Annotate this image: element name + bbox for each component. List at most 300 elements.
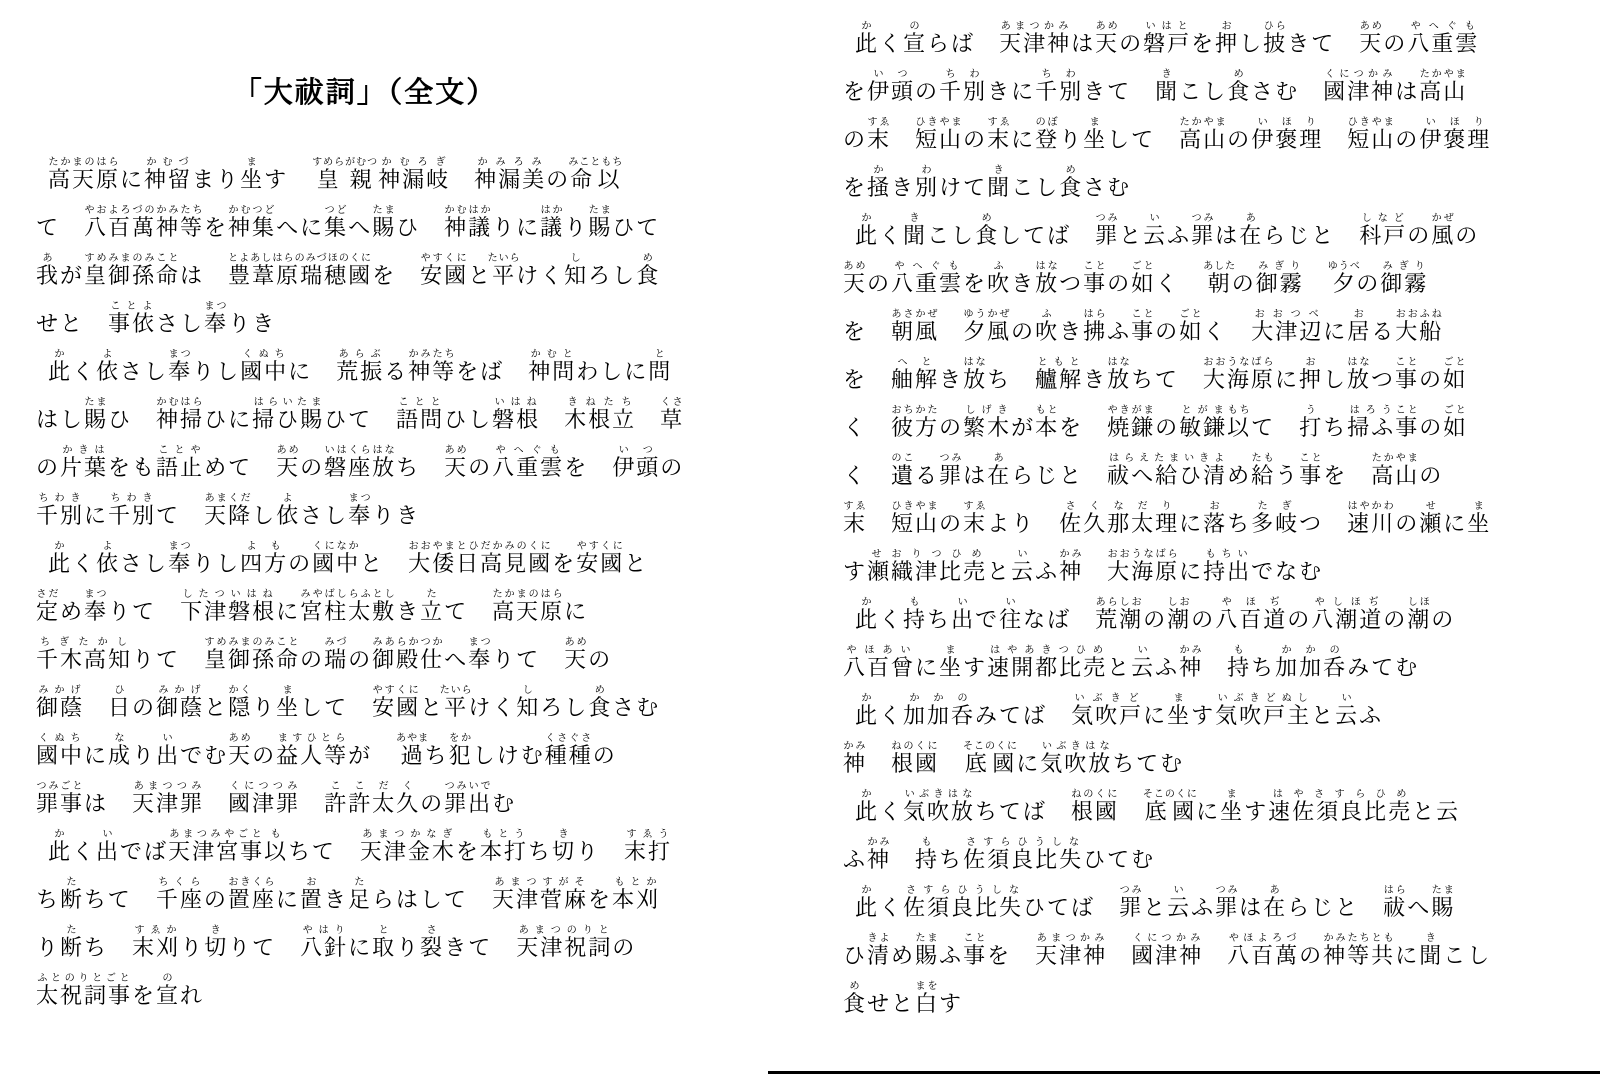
ruby-word: 夕風ゆうかぜ (963, 309, 1012, 344)
ruby-word: 語止ことや (156, 445, 205, 480)
ruby-word: 在あ (987, 453, 1012, 488)
text-line: 千木高知ちぎたかしりて 皇御孫命すめみまのみことの瑞みづの御殿仕みあらかつかへ奉まつりて 天あめの (36, 637, 613, 672)
ruby-word: 賜たま (1431, 885, 1456, 920)
ruby-word: 別わ (915, 165, 940, 200)
ruby-word: 如ごと (1443, 405, 1468, 440)
ruby-word: 罪つみ (1119, 885, 1144, 920)
phrase-gap (372, 426, 396, 427)
phrase-gap (867, 530, 891, 531)
ruby-word: 置お (299, 877, 324, 912)
phrase-gap (372, 762, 396, 763)
phrase-gap (204, 282, 228, 283)
ruby-word: 木根立きねたち (564, 397, 637, 432)
ruby-word: 益人等ますひとら (276, 733, 349, 768)
ruby-word: 披ひら (1263, 21, 1288, 56)
ruby-word: 罪つみ (1191, 213, 1216, 248)
text-line: 天あめの八重雲やへぐもを吹ふき放はなつ事ことの如ごとく 朝あしたの御霧みぎり夕ゆうべの御霧みぎり (843, 261, 1429, 296)
text-line: 此かく佐須良比失さすらひうしなひてば 罪つみと云いふ罪つみは在あらじと 祓はらへ賜たま (855, 885, 1456, 920)
ruby-word: 登のぼ (1035, 117, 1060, 152)
ruby-word: 往い (999, 597, 1024, 632)
phrase-gap (84, 714, 108, 715)
ruby-word: 本もと (1035, 405, 1060, 440)
ruby-word: 放はな (1346, 357, 1371, 392)
phrase-gap (1323, 530, 1347, 531)
ruby-word: 依よ (276, 493, 301, 528)
ruby-word: 底國そこのくに (963, 741, 1019, 776)
ruby-word: 掃ひ賜はらいたま (252, 397, 325, 432)
text-line: て 八百萬神等やおよろづのかみたちを神集かむつどへに集つどへ賜たまひ 神議かむはかりに議はかり賜たまひて (36, 205, 661, 240)
ruby-word: 彼方おちかた (891, 405, 940, 440)
phrase-gap (108, 954, 132, 955)
ruby-word: 断た (60, 925, 85, 960)
text-line: す瀬織津比売せおりつひめと云いふ神かみ大海原おおうなばらに持出もちいでなむ (843, 549, 1324, 584)
ruby-word: 云い (1131, 645, 1156, 680)
ruby-word: 千別ちわき (36, 493, 85, 528)
ruby-word: 速開都比売はやあきつひめ (987, 645, 1108, 680)
ruby-word: 罪事つみごと (36, 781, 85, 816)
ruby-word: 大海原おおうなばら (1202, 357, 1275, 392)
ruby-word: 末すゑ (963, 501, 988, 536)
phrase-gap (108, 810, 132, 811)
phrase-gap (1359, 914, 1383, 915)
ruby-word: 片葉かきは (60, 445, 109, 480)
text-line: く 彼方おちかたの繁木しげきが本もとを 焼鎌やきがまの敏鎌とがま以もちて 打うち掃ふはろう事ことの如ごと (843, 405, 1468, 440)
ruby-word: 高山たかやま (1419, 69, 1468, 104)
phrase-gap (1047, 722, 1071, 723)
ruby-word: 食め (975, 213, 1000, 248)
phrase-gap (867, 338, 891, 339)
phrase-gap (1011, 962, 1035, 963)
phrase-gap (1131, 98, 1155, 99)
ruby-word: 加加呑かかの (903, 693, 976, 728)
ruby-word: 食め (588, 685, 613, 720)
text-line: ふ神かみ持もち佐須良比失さすらひうしなひてむ (843, 837, 1156, 872)
ruby-word: 夕ゆうべ (1327, 261, 1361, 296)
ruby-word: 在あ (1263, 885, 1288, 920)
ruby-word: 神かみ (867, 837, 892, 872)
ruby-word: 荒潮あらしお (1095, 597, 1144, 632)
text-line: 神かみ根國ねのくに底國そこのくにに気吹放いぶきはなちてむ (843, 741, 1185, 776)
ruby-word: 此か (48, 349, 73, 384)
phrase-gap (84, 330, 108, 331)
ruby-word: 大海原おおうなばら (1107, 549, 1180, 584)
ruby-word: 神漏美かみろみ (474, 157, 547, 192)
ruby-word: 気吹戸いぶきど (1071, 693, 1144, 728)
phrase-gap (132, 426, 156, 427)
ruby-word: 放はな (963, 357, 988, 392)
ruby-word: 神問かむと (528, 349, 577, 384)
text-line: 太祝詞事ふとのりとごとを宣のれ (36, 973, 205, 1008)
ruby-word: 皇親すめらがむつ (312, 157, 379, 192)
phrase-gap (396, 282, 420, 283)
ruby-word: 事こと (1299, 453, 1324, 488)
ruby-word: 御蔭みかげ (36, 685, 85, 720)
ruby-word: 此か (855, 597, 880, 632)
ruby-word: 食め (1059, 165, 1084, 200)
ruby-word: 在あ (1239, 213, 1264, 248)
ruby-word: 千別ちわ (1035, 69, 1084, 104)
ruby-word: 事こと (963, 933, 988, 968)
phrase-gap (1323, 146, 1347, 147)
ruby-word: 天あめ (843, 261, 868, 296)
ruby-word: 底國そこのくに (1142, 789, 1198, 824)
ruby-word: 大津辺おおつべ (1251, 309, 1324, 344)
phrase-gap (180, 666, 204, 667)
ruby-word: 天あめ (1095, 21, 1120, 56)
ruby-word: 八百曾やほあい (843, 645, 916, 680)
text-line: 罪事つみごとは 天津罪あまつつみ國津罪くにつつみ許許太久ここだくの罪出つみいでむ (36, 781, 517, 816)
ruby-word: 御霧みぎり (1380, 261, 1429, 296)
ruby-word: 解と (915, 357, 940, 392)
ruby-word: 足た (347, 877, 372, 912)
text-line: 千別ちわきに千別ちわきて 天降あまくだし依よさし奉まつりき (36, 493, 421, 528)
ruby-word: 落お (1203, 501, 1228, 536)
ruby-word: 聞き (1419, 933, 1444, 968)
ruby-word: 切き (551, 829, 576, 864)
ruby-word: 罪つみ (939, 453, 964, 488)
ruby-word: 宣の (156, 973, 181, 1008)
ruby-word: 風かぜ (1431, 213, 1456, 248)
ruby-word: 朝風あさかぜ (891, 309, 940, 344)
text-line: り断たち 末刈すゑかり切きりて 八針やはりに取とり裂さきて 天津祝詞あまつのりとの (36, 925, 637, 960)
text-line: 此かく聞きこし食めしてば 罪つみと云いふ罪つみは在あらじと 科戸しなどの風かぜの (855, 213, 1480, 248)
ruby-word: 天津宮事あまつみやごと (168, 829, 265, 864)
phrase-gap (252, 474, 276, 475)
ruby-word: 皇御孫命すめみまのみこと (84, 253, 181, 288)
ruby-word: 此か (48, 829, 73, 864)
ruby-word: 神かみ (843, 741, 868, 776)
phrase-gap (1335, 242, 1359, 243)
ruby-word: 朝あした (1203, 261, 1237, 296)
ruby-word: 奉まつ (468, 637, 493, 672)
ruby-word: 出い (951, 597, 976, 632)
footer-rule (768, 1071, 1600, 1074)
ruby-word: 宣の (903, 21, 928, 56)
ruby-word: 置座おきくら (227, 877, 276, 912)
text-line: 定さだめ奉まつりて 下津磐根したついはねに宮柱太敷みやばしらふとしき立たて 高天原たかまのはらに (36, 589, 589, 624)
text-line: 此かく出いでば天津宮事あまつみやごと以もちて 天津金木あまつかなぎを本打もとうち切きり 末打すゑう (48, 829, 672, 864)
ruby-word: 出い (156, 733, 181, 768)
ruby-word: 伊頭いつ (612, 445, 661, 480)
text-line: 國中くぬちに成なり出いでむ天あめの益人等ますひとらが 過あやまち犯をかしけむ種種くさぐさの (36, 733, 617, 768)
ruby-word: 食め (1227, 69, 1252, 104)
ruby-word: 知し (516, 685, 541, 720)
ruby-word: 瑞みづ (324, 637, 349, 672)
ruby-word: 神かみ (1179, 645, 1204, 680)
phrase-gap (636, 426, 660, 427)
ruby-word: 伊褒理いほり (1419, 117, 1492, 152)
ruby-word: 此か (48, 541, 73, 576)
ruby-word: 神掃かむはら (156, 397, 205, 432)
ruby-word: 依よ (96, 349, 121, 384)
ruby-word: 事こと (1395, 357, 1420, 392)
ruby-word: 高天原たかまのはら (48, 157, 121, 192)
ruby-word: 気吹放いぶきはな (1040, 741, 1113, 776)
text-line: ひ清きよめ賜たまふ事ことを 天津神あまつかみ國津神くにつかみ八百萬やほよろづの神等共かみたちともに聞きこし (843, 933, 1492, 968)
ruby-word: 云い (1335, 693, 1360, 728)
phrase-gap (1083, 482, 1107, 483)
ruby-word: 食め (843, 981, 868, 1016)
ruby-word: 罪出つみいで (444, 781, 493, 816)
ruby-word: 磐座放いはくらはな (324, 445, 397, 480)
ruby-word: 神集かむつど (228, 205, 277, 240)
ruby-word: 宮柱太敷みやばしらふとし (300, 589, 397, 624)
ruby-word: 千木高知ちぎたかし (36, 637, 133, 672)
ruby-word: 高天原たかまのはら (492, 589, 565, 624)
text-line: の片葉かきはをも語止ことやめて 天あめの磐座放いはくらはなち 天あめの八重雲やへぐもを 伊頭いつの (36, 445, 685, 480)
ruby-word: 坐ま (1467, 501, 1492, 536)
ruby-word: 佐久那太理さくなだり (1059, 501, 1180, 536)
phrase-gap (336, 858, 360, 859)
ruby-word: 聞き (903, 213, 928, 248)
ruby-word: 伊褒理いほり (1251, 117, 1324, 152)
phrase-gap (540, 666, 564, 667)
phrase-gap (276, 954, 300, 955)
phrase-gap (1119, 818, 1143, 819)
text-line: 食めせと白まをす (843, 981, 964, 1016)
phrase-gap (891, 866, 915, 867)
ruby-word: 高山たかやま (1179, 117, 1228, 152)
ruby-word: 天津罪あまつつみ (132, 781, 205, 816)
ruby-word: 伊頭いつ (867, 69, 916, 104)
ruby-word: 云い (1167, 885, 1192, 920)
phrase-gap (60, 234, 84, 235)
ruby-word: 罪つみ (1095, 213, 1120, 248)
phrase-gap (1011, 386, 1035, 387)
phrase-gap (1347, 482, 1371, 483)
phrase-gap (891, 146, 915, 147)
ruby-word: 議はか (540, 205, 565, 240)
ruby-word: 國中くぬち (240, 349, 289, 384)
ruby-word: 根國ねのくに (891, 741, 940, 776)
ruby-word: 科戸しなど (1359, 213, 1408, 248)
left-column (36, 156, 776, 1020)
ruby-word: 速川はやかわ (1347, 501, 1396, 536)
ruby-word: 敏鎌とがま (1179, 405, 1228, 440)
text-line: 此かく依よさし奉まつりし國中くぬちに 荒振あらぶる神等かみたちをば 神問かむとわしに問と (48, 349, 673, 384)
ruby-word: 天津神あまつかみ (999, 21, 1072, 56)
phrase-gap (1083, 578, 1107, 579)
ruby-word: 御霧みぎり (1255, 261, 1304, 296)
ruby-word: 潮しほ (1407, 597, 1432, 632)
text-line: 高天原たかまのはらに神留かむづまり坐ます 皇親すめらがむつ神漏岐かむろぎ神漏美かみろみの命以みこともち (48, 157, 624, 192)
ruby-word: 居お (1347, 309, 1372, 344)
phrase-gap (288, 186, 312, 187)
ruby-word: 切き (204, 925, 229, 960)
ruby-word: 成な (108, 733, 133, 768)
phrase-gap (132, 906, 156, 907)
ruby-word: 繁木しげき (963, 405, 1012, 440)
ruby-word: 國津神くにつかみ (1323, 69, 1396, 104)
ruby-word: 放はな (1035, 261, 1060, 296)
phrase-gap (1047, 818, 1071, 819)
ruby-word: 賜たま (372, 205, 397, 240)
ruby-word: 磐戸いはと (1143, 21, 1192, 56)
phrase-gap (1071, 242, 1095, 243)
ruby-word: 奉まつ (204, 301, 229, 336)
ruby-word: 安國やすくに (576, 541, 625, 576)
text-line: の末すゑ短山ひきやまの末すゑに登のぼり坐まして 高山たかやまの伊褒理いほり短山ひきやまの伊褒理いほり (843, 117, 1492, 152)
ruby-word: 奉まつ (348, 493, 373, 528)
text-line: 御蔭みかげ日ひの御蔭みかげと隠かくり坐まして 安國やすくにと平たいらけく知しろし食めさむ (36, 685, 661, 720)
ruby-word: 千座ちくら (155, 877, 204, 912)
ruby-word: 坐ま (1167, 693, 1192, 728)
ruby-word: 事依ことよ (108, 301, 157, 336)
ruby-word: 高山たかやま (1371, 453, 1420, 488)
ruby-word: 聞き (987, 165, 1012, 200)
ruby-word: 瀬せ (1419, 501, 1444, 536)
ruby-word: 八重雲やへぐも (1407, 21, 1480, 56)
ruby-word: 短山ひきやま (1347, 117, 1396, 152)
ruby-word: 此か (855, 213, 880, 248)
ruby-word: 取と (372, 925, 397, 960)
ruby-word: 過あやま (396, 733, 430, 768)
ruby-word: 気吹戸主いぶきどぬし (1215, 693, 1312, 728)
ruby-word: 天降あまくだ (204, 493, 253, 528)
text-line: を伊頭いつの千別ちわきに千別ちわきて 聞きこし食めさむ 國津神くにつかみは高山たかやま (843, 69, 1468, 104)
ruby-word: 多岐たぎ (1251, 501, 1300, 536)
ruby-word: 許許太久ここだく (324, 781, 421, 816)
phrase-gap (1227, 338, 1251, 339)
ruby-word: 速佐須良比売はやさすらひめ (1268, 789, 1413, 824)
ruby-word: 天津菅麻あまつすがそ (491, 877, 588, 912)
ruby-word: 此か (855, 789, 880, 824)
text-line: 此かく依よさし奉まつりし四方よもの國中くになかと 大倭日高見國おおやまとひだかみのくにを安國やすくにと (48, 541, 649, 576)
ruby-word: 事こと (1131, 309, 1156, 344)
phrase-gap (1203, 674, 1227, 675)
text-line: はし賜たまひ 神掃かむはらひに掃ひ賜はらいたまひて 語問こととひし磐根いはね木根立きねたち草くさ (36, 397, 685, 432)
ruby-word: 出い (96, 829, 121, 864)
phrase-gap (1071, 626, 1095, 627)
phrase-gap (1299, 98, 1323, 99)
ruby-word: 吹ふ (987, 261, 1012, 296)
phrase-gap (1203, 962, 1227, 963)
ruby-word: 大船おおふね (1395, 309, 1444, 344)
text-line: ち断たちて 千座ちくらの置座おきくらに置おき足たらはして 天津菅麻あまつすがそを本刈もとか (36, 877, 660, 912)
ruby-word: 放はな (1107, 357, 1132, 392)
ruby-word: 持出もちい (1203, 549, 1252, 584)
phrase-gap (180, 522, 204, 523)
ruby-word: 如ごと (1131, 261, 1156, 296)
text-line: 八百曾やほあいに坐ます速開都比売はやあきつひめと云いふ神かみ持もち加加呑かかのみてむ (843, 645, 1420, 680)
ruby-word: 立た (420, 589, 445, 624)
phrase-gap (312, 378, 336, 379)
phrase-gap (600, 858, 624, 859)
ruby-word: 末すゑ (987, 117, 1012, 152)
ruby-word: 安國やすくに (372, 685, 421, 720)
ruby-word: 依よ (96, 541, 121, 576)
ruby-word: 神議かむはか (444, 205, 493, 240)
phrase-gap (1275, 434, 1299, 435)
ruby-word: 給たも (1251, 453, 1276, 488)
ruby-word: 神漏岐かむろぎ (378, 157, 451, 192)
ruby-word: 荒振あらぶ (336, 349, 385, 384)
ruby-word: 加加呑かかの (1275, 645, 1348, 680)
ruby-word: 問と (648, 349, 673, 384)
text-line: 末すゑ短山ひきやまの末すゑより 佐久那太理さくなだりに落おち多岐たぎつ 速川はやかわの瀬せに坐ま (843, 501, 1492, 536)
ruby-word: 我あ (36, 253, 61, 288)
ruby-word: 八針やはり (300, 925, 349, 960)
phrase-gap (468, 618, 492, 619)
ruby-word: 國中くぬち (36, 733, 85, 768)
ruby-word: 事こと (1083, 261, 1108, 296)
ruby-word: 賜たま (915, 933, 940, 968)
ruby-word: 末刈すゑか (132, 925, 181, 960)
text-line: 此かく加加呑かかのみてば 気吹戸いぶきどに坐ます気吹戸主いぶきどぬしと云いふ (855, 693, 1384, 728)
text-line: を掻かき別わけて聞きこし食めさむ (843, 165, 1132, 200)
ruby-word: 神かみ (1059, 549, 1084, 584)
ruby-word: 掻か (867, 165, 892, 200)
phrase-gap (384, 570, 408, 571)
phrase-gap (1335, 50, 1359, 51)
phrase-gap (300, 810, 324, 811)
ruby-word: 云い (1143, 213, 1168, 248)
ruby-word: 焼鎌やきがま (1107, 405, 1156, 440)
phrase-gap (348, 714, 372, 715)
ruby-word: 坐ま (240, 157, 265, 192)
phrase-gap (1155, 146, 1179, 147)
ruby-word: 安國やすくに (420, 253, 469, 288)
phrase-gap (867, 482, 891, 483)
ruby-word: 根國ねのくに (1070, 789, 1119, 824)
ruby-word: 平たいら (487, 253, 521, 288)
ruby-word: 天津祝詞あまつのりと (516, 925, 613, 960)
text-line: 我あが皇御孫命すめみまのみことは 豊葦原瑞穂國とよあしはらのみづほのくにを 安國やすくにと平たいらけく知しろし食め (36, 253, 661, 288)
ruby-word: 白まを (915, 981, 940, 1016)
ruby-word: 八百萬やほよろづ (1227, 933, 1300, 968)
phrase-gap (540, 426, 564, 427)
ruby-word: 千別ちわき (108, 493, 157, 528)
phrase-gap (975, 50, 999, 51)
right-column (843, 20, 1600, 1028)
phrase-gap (156, 618, 180, 619)
phrase-gap (1035, 530, 1059, 531)
ruby-word: 潮しお (1167, 597, 1192, 632)
ruby-word: 裂さ (420, 925, 445, 960)
phrase-gap (450, 186, 474, 187)
phrase-gap (1179, 386, 1203, 387)
ruby-word: 如ごと (1179, 309, 1204, 344)
ruby-word: 語問ことと (396, 397, 445, 432)
ruby-word: 下津磐根したついはね (180, 589, 277, 624)
ruby-word: 断た (60, 877, 85, 912)
text-line: 此かく持もち出いで往いなば 荒潮あらしおの潮しおの八百道やほぢの八潮道やしほぢの潮しほの (855, 597, 1456, 632)
ruby-word: 大倭日高見國おおやまとひだかみのくに (408, 541, 553, 576)
text-line: く 遺のこる罪つみは在あらじと 祓へ給ひ清はらえたまいきよめ給たもう事ことを 高山たかやまの (843, 453, 1444, 488)
ruby-word: 瀬織津比売せおりつひめ (867, 549, 988, 584)
ruby-word: 此か (855, 693, 880, 728)
ruby-word: 佐須良比失さすらひうしな (963, 837, 1084, 872)
phrase-gap (204, 810, 228, 811)
ruby-word: 祓はら (1383, 885, 1408, 920)
ruby-word: 國津罪くにつつみ (228, 781, 301, 816)
ruby-word: 短山ひきやま (915, 117, 964, 152)
text-line: を 朝風あさかぜ夕風ゆうかぜの吹ふき拂はらふ事ことの如ごとく 大津辺おおつべに居おる大船おおふね (843, 309, 1444, 344)
ruby-word: 天あめ (564, 637, 589, 672)
ruby-word: 神留かむづ (144, 157, 193, 192)
ruby-word: 本打もとう (479, 829, 528, 864)
phrase-gap (420, 234, 444, 235)
ruby-word: 奉まつ (168, 349, 193, 384)
ruby-word: 聞き (1155, 69, 1180, 104)
ruby-word: 遺のこ (891, 453, 916, 488)
phrase-gap (504, 378, 528, 379)
ruby-word: 磐根いはね (492, 397, 541, 432)
ruby-word: 犯をか (448, 733, 473, 768)
ruby-word: 掃ふはろう (1347, 405, 1396, 440)
text-line: を 舳へ解とき放はなち 艫解ともとき放はなちて 大海原おおうなばらに押おし放はなつ事ことの如ごと (843, 357, 1468, 392)
text-line: 此かく気吹放いぶきはなちてば 根國ねのくに底國そこのくにに坐ます速佐須良比売はやさすらひめと云 (855, 789, 1461, 824)
